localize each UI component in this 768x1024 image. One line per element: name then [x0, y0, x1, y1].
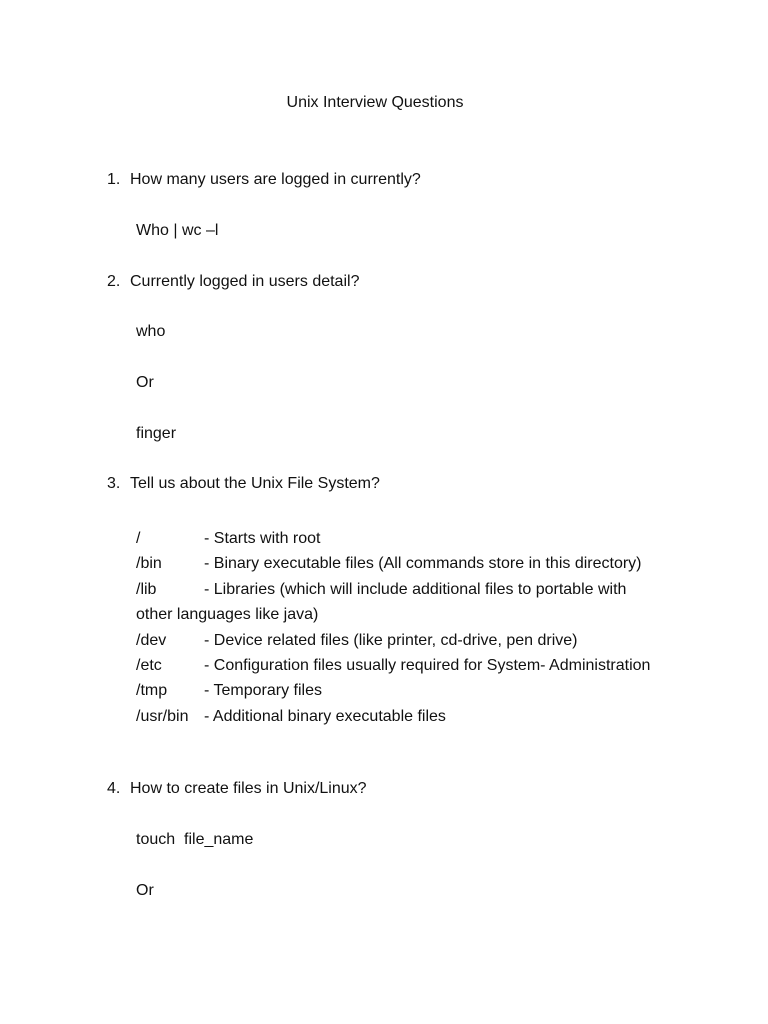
- filesystem-desc: - Starts with root: [204, 530, 321, 547]
- filesystem-path: /bin: [136, 555, 162, 573]
- filesystem-desc: - Temporary files: [204, 682, 322, 700]
- answer-line: Or: [136, 374, 154, 391]
- question-number: 2.: [107, 273, 121, 290]
- document-title: Unix Interview Questions: [286, 94, 464, 111]
- answer-line: touch file_name: [136, 831, 254, 848]
- filesystem-desc: other languages like java): [136, 606, 319, 624]
- filesystem-path: /etc: [136, 657, 162, 675]
- question-number: 1.: [107, 171, 121, 188]
- filesystem-desc: - Binary executable files (All commands store in this directory): [204, 555, 642, 573]
- question-text: Tell us about the Unix File System?: [130, 475, 380, 492]
- question-text: Currently logged in users detail?: [130, 273, 360, 290]
- question-text: How many users are logged in currently?: [130, 171, 421, 188]
- filesystem-row: [136, 551, 676, 576]
- question-1: [107, 171, 421, 189]
- answer-line: finger: [136, 425, 177, 442]
- question-text: How to create files in Unix/Linux?: [130, 780, 367, 797]
- filesystem-desc: - Libraries (which will include additional files to portable with: [204, 580, 627, 598]
- filesystem-row: [136, 678, 676, 703]
- filesystem-path: /tmp: [136, 682, 168, 700]
- question-4: [107, 780, 367, 798]
- filesystem-row: [136, 653, 676, 678]
- answer-line: who: [136, 323, 166, 340]
- filesystem-desc: - Device related files (like printer, cd-drive, pen drive): [204, 631, 578, 649]
- filesystem-path: /: [136, 530, 141, 547]
- filesystem-list: [136, 526, 676, 729]
- question-2: [107, 273, 359, 291]
- filesystem-desc: - Configuration files usually required for System- Administration: [204, 657, 651, 675]
- filesystem-path: /dev: [136, 631, 167, 649]
- answer-line: Or: [136, 882, 154, 899]
- filesystem-path: /lib: [136, 580, 157, 598]
- filesystem-desc: - Additional binary executable files: [204, 707, 446, 725]
- filesystem-row: [136, 577, 676, 602]
- question-number: 4.: [107, 780, 121, 797]
- filesystem-path: /usr/bin: [136, 707, 189, 725]
- filesystem-row: [136, 526, 676, 551]
- filesystem-row: [136, 628, 676, 653]
- answer-line: Who | wc –l: [136, 222, 219, 239]
- filesystem-row: [136, 704, 676, 729]
- question-number: 3.: [107, 475, 121, 492]
- filesystem-row-continuation: [136, 602, 676, 627]
- question-3: [107, 475, 380, 493]
